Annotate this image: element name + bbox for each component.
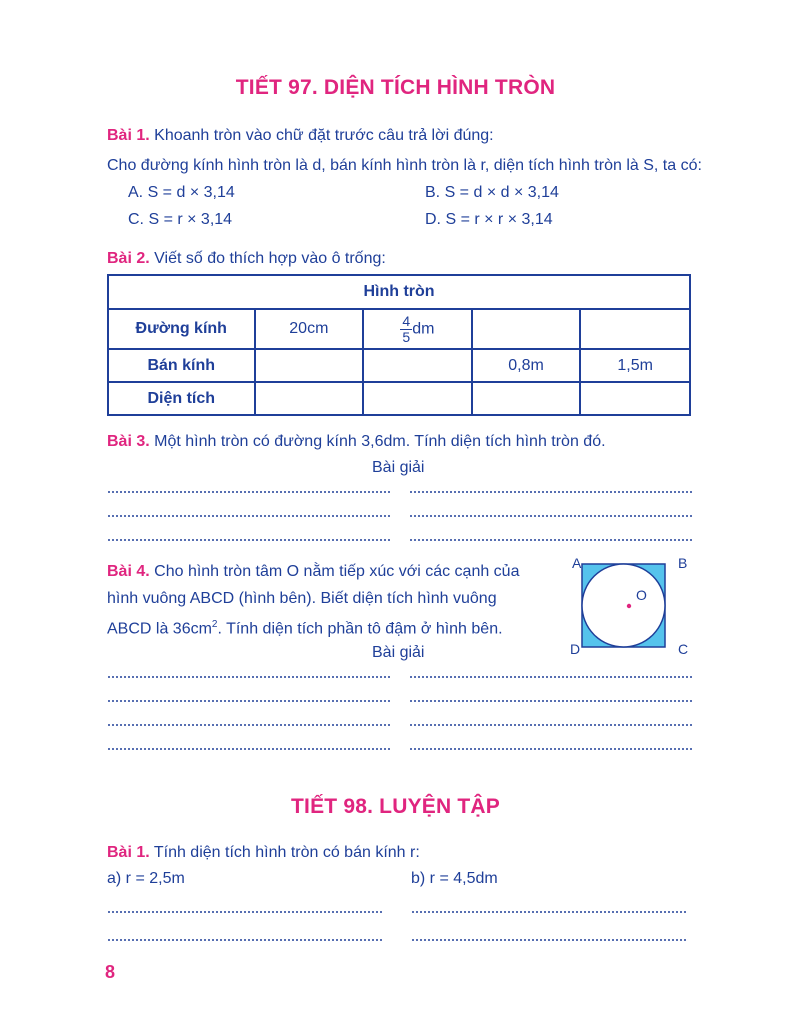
bai3-solution-label: Bài giải: [372, 459, 425, 476]
dien-tich-cell-2[interactable]: [363, 382, 472, 415]
answer-line[interactable]: [409, 515, 694, 517]
fraction-numerator: 4: [402, 312, 411, 329]
answer-line[interactable]: [107, 539, 392, 541]
answer-line[interactable]: [409, 700, 694, 702]
bai1-option-b: B. S = d × d × 3,14: [425, 184, 559, 201]
square-circle-figure: [562, 556, 692, 656]
l98-bai1-part-a: a) r = 2,5m: [107, 870, 185, 887]
dien-tich-cell-4[interactable]: [580, 382, 690, 415]
table-title: Hình tròn: [108, 275, 690, 309]
bai4-line-3: [107, 615, 503, 639]
l98-bai1-prompt: Tính diện tích hình tròn có bán kính r:: [153, 844, 420, 861]
answer-line[interactable]: [409, 539, 694, 541]
center-point: [627, 604, 631, 608]
bai4-text-3-pre: ABCD là 36cm: [107, 620, 212, 638]
bai2-prompt: Viết số đo thích hợp vào ô trống:: [154, 250, 386, 267]
circle-measure-table: [107, 274, 691, 416]
bai3-heading: [107, 432, 606, 452]
vertex-label-a: A: [572, 556, 582, 571]
row-label-ban-kinh: Bán kính: [108, 349, 255, 382]
lesson-98-title: TIẾT 98. LUYỆN TẬP: [291, 795, 500, 818]
bai3-label: Bài 3.: [107, 433, 150, 450]
answer-line[interactable]: [107, 676, 392, 678]
l98-bai1-part-b: b) r = 4,5dm: [411, 870, 498, 887]
bai4-text-1: Cho hình tròn tâm O nằm tiếp xúc với các cạnh của: [154, 563, 520, 580]
bai1-option-c: C. S = r × 3,14: [128, 211, 233, 228]
fraction-unit: dm: [412, 320, 435, 338]
bai4-solution-label: Bài giải: [372, 644, 425, 661]
fraction-denominator: 5: [402, 328, 411, 345]
bai4-label: Bài 4.: [107, 563, 150, 580]
bai4-line-1: [107, 562, 519, 582]
ban-kinh-cell-4: 1,5m: [580, 349, 690, 382]
dien-tich-cell-1[interactable]: [255, 382, 364, 415]
bai1-prompt: Khoanh tròn vào chữ đặt trước câu trả lời đúng:: [154, 127, 494, 144]
dien-tich-cell-3[interactable]: [472, 382, 581, 415]
vertex-label-c: C: [678, 641, 689, 656]
bai4-text-3-post: . Tính diện tích phần tô đậm ở hình bên.: [217, 620, 503, 638]
l98-bai1-heading: [107, 843, 420, 863]
ban-kinh-cell-2[interactable]: [363, 349, 472, 382]
answer-line[interactable]: [107, 911, 384, 913]
bai1-option-a: A. S = d × 3,14: [128, 184, 235, 201]
bai4-superscript: 2: [211, 619, 218, 630]
answer-line[interactable]: [107, 939, 384, 941]
answer-line[interactable]: [107, 491, 392, 493]
ban-kinh-cell-1[interactable]: [255, 349, 364, 382]
duong-kinh-cell-2: [363, 309, 472, 349]
answer-line[interactable]: [411, 911, 688, 913]
answer-line[interactable]: [409, 491, 694, 493]
inscribed-circle: [582, 564, 665, 647]
ban-kinh-cell-3: 0,8m: [472, 349, 581, 382]
bai2-label: Bài 2.: [107, 250, 150, 267]
bai1-option-d: D. S = r × r × 3,14: [425, 211, 553, 228]
duong-kinh-cell-3[interactable]: [472, 309, 581, 349]
answer-line[interactable]: [107, 724, 392, 726]
answer-line[interactable]: [411, 939, 688, 941]
bai1-label: Bài 1.: [107, 127, 150, 144]
bai4-line-2: hình vuông ABCD (hình bên). Biết diện tích hình vuông: [107, 590, 497, 607]
fraction: [400, 314, 412, 345]
answer-line[interactable]: [107, 748, 392, 750]
answer-line[interactable]: [409, 724, 694, 726]
bai1-question: Cho đường kính hình tròn là d, bán kính hình tròn là r, diện tích hình tròn là S, ta có:: [107, 157, 702, 174]
answer-line[interactable]: [409, 676, 694, 678]
answer-line[interactable]: [107, 700, 392, 702]
duong-kinh-cell-1: 20cm: [255, 309, 364, 349]
l98-bai1-label: Bài 1.: [107, 844, 150, 861]
lesson-97-title: TIẾT 97. DIỆN TÍCH HÌNH TRÒN: [235, 76, 556, 99]
bai2-heading: [107, 249, 386, 269]
center-label-o: O: [636, 587, 647, 603]
vertex-label-b: B: [678, 556, 688, 571]
vertex-label-d: D: [570, 641, 581, 656]
row-label-duong-kinh: Đường kính: [108, 309, 255, 349]
answer-line[interactable]: [409, 748, 694, 750]
row-label-dien-tich: Diện tích: [108, 382, 255, 415]
bai3-prompt: Một hình tròn có đường kính 3,6dm. Tính diện tích hình tròn đó.: [154, 433, 606, 450]
bai1-heading: [107, 126, 494, 146]
duong-kinh-cell-4[interactable]: [580, 309, 690, 349]
page-number: 8: [105, 962, 116, 982]
answer-line[interactable]: [107, 515, 392, 517]
